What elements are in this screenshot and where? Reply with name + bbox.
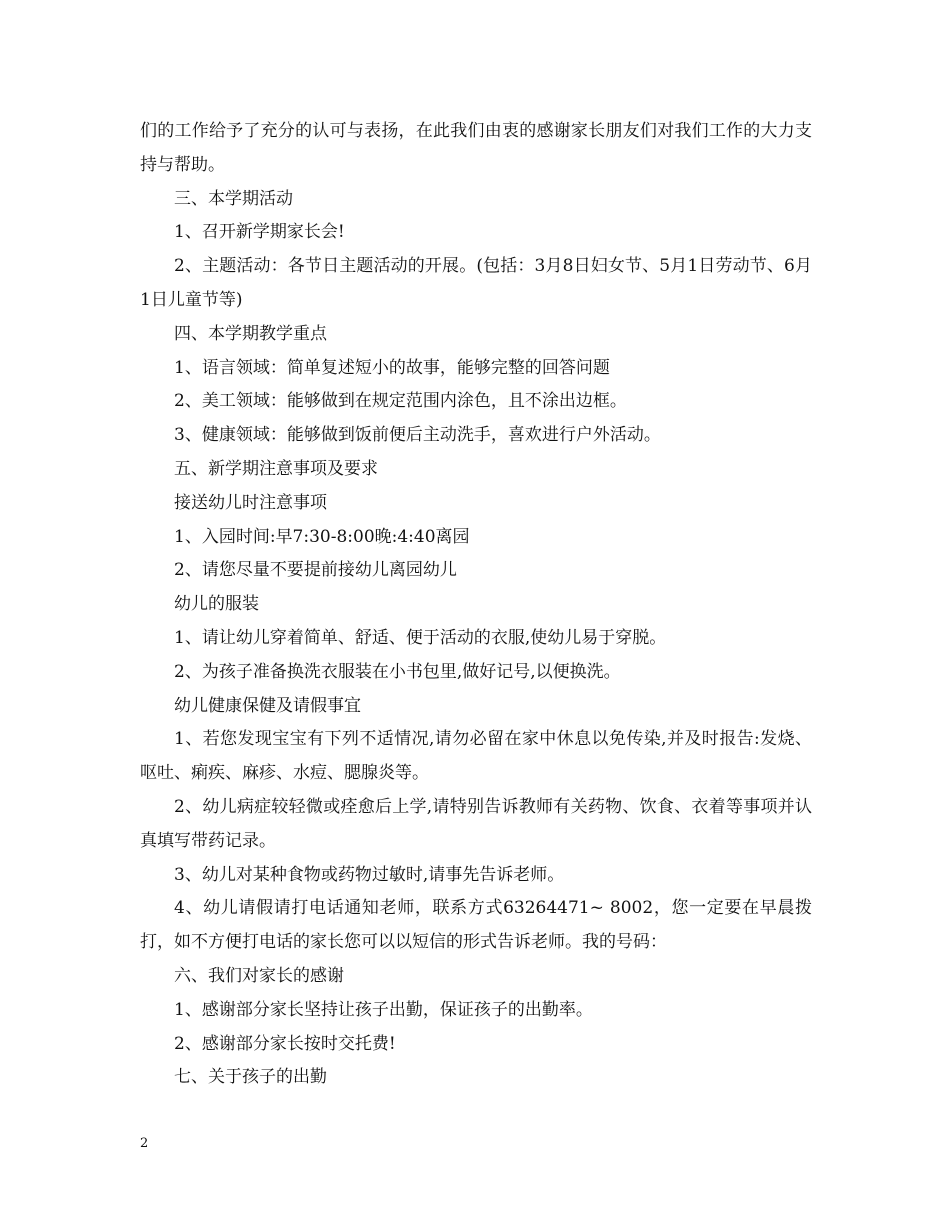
paragraph: 2、幼儿病症较轻微或痊愈后上学,请特别告诉教师有关药物、饮食、衣着等事项并认真填写带药记录。 bbox=[140, 796, 812, 851]
paragraph: 3、幼儿对某种食物或药物过敏时,请事先告诉老师。 bbox=[174, 864, 565, 885]
document-body bbox=[140, 115, 812, 1095]
paragraph: 1、召开新学期家长会! bbox=[174, 222, 345, 243]
paragraph: 2、请您尽量不要提前接幼儿离园幼儿 bbox=[174, 560, 457, 581]
paragraph: 2、美工领域：能够做到在规定范围内涂色，且不涂出边框。 bbox=[174, 391, 627, 412]
section-heading: 六、我们对家长的感谢 bbox=[174, 965, 344, 986]
paragraph: 1、感谢部分家长坚持让孩子出勤，保证孩子的出勤率。 bbox=[174, 999, 593, 1020]
paragraph: 1、请让幼儿穿着简单、舒适、便于活动的衣服,使幼儿易于穿脱。 bbox=[174, 627, 667, 648]
section-heading: 七、关于孩子的出勤 bbox=[174, 1067, 327, 1088]
paragraph: 1、入园时间:早7:30-8:00晚:4:40离园 bbox=[174, 526, 470, 547]
paragraph: 们的工作给予了充分的认可与表扬，在此我们由衷的感谢家长朋友们对我们工作的大力支持与帮助。 bbox=[140, 121, 812, 175]
paragraph: 1、若您发现宝宝有下列不适情况,请勿必留在家中休息以免传染,并及时报告:发烧、呕吐、痢疾、麻疹、水痘、腮腺炎等。 bbox=[140, 729, 812, 784]
page-number: 2 bbox=[140, 1136, 149, 1151]
subsection-heading: 接送幼儿时注意事项 bbox=[174, 492, 327, 513]
paragraph: 4、幼儿请假请打电话通知老师，联系方式63264471~ 8002，您一定要在早晨拨打，如不方便打电话的家长您可以以短信的形式告诉老师。我的号码： bbox=[140, 898, 812, 953]
paragraph: 2、感谢部分家长按时交托费! bbox=[174, 1033, 396, 1054]
subsection-heading: 幼儿的服装 bbox=[174, 594, 259, 615]
paragraph: 1、语言领域：简单复述短小的故事，能够完整的回答问题 bbox=[174, 357, 610, 378]
section-heading: 四、本学期教学重点 bbox=[174, 323, 327, 344]
paragraph: 2、主题活动：各节日主题活动的开展。(包括：3月8日妇女节、5月1日劳动节、6月1日儿童节等) bbox=[140, 256, 812, 310]
subsection-heading: 幼儿健康保健及请假事宜 bbox=[174, 695, 361, 716]
paragraph: 3、健康领域：能够做到饭前便后主动洗手，喜欢进行户外活动。 bbox=[174, 425, 661, 446]
paragraph: 2、为孩子准备换洗衣服装在小书包里,做好记号,以便换洗。 bbox=[174, 661, 621, 682]
section-heading: 五、新学期注意事项及要求 bbox=[174, 458, 378, 479]
section-heading: 三、本学期活动 bbox=[174, 188, 293, 209]
